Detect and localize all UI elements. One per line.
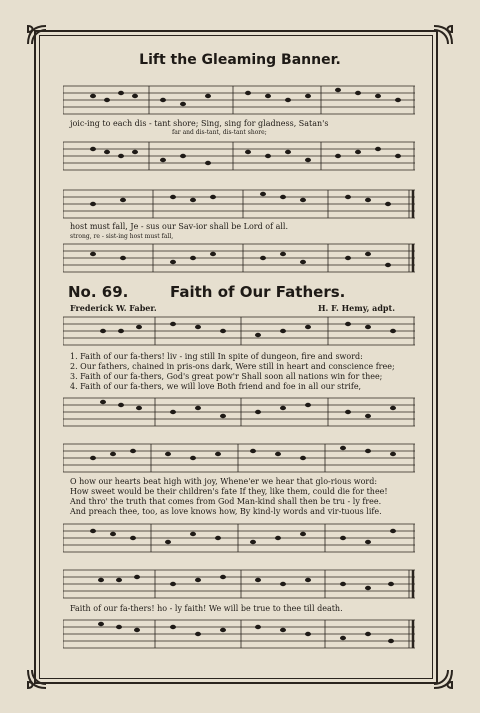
lyric-line: host must fall, Je - sus our Sav-ior shall be Lord of all. <box>70 222 289 231</box>
lyric-alternate: far and dis-tant, dis-tant shore; <box>172 129 267 136</box>
music-staff-treble <box>63 566 415 602</box>
verse-line: 1. Faith of our fa-thers! liv - ing still In spite of dungeon, fire and sword: <box>70 352 363 361</box>
refrain-line: Faith of our fa-thers! ho - ly faith! We will be true to thee till death. <box>70 604 343 613</box>
verse-line: How sweet would be their children's fate If they, like them, could die for thee! <box>70 487 388 496</box>
author-credit: Frederick W. Faber. <box>70 303 157 313</box>
verse-line: And preach thee, too, as love knows how, By kind-ly words and vir-tuous life. <box>70 507 382 516</box>
corner-ornament-icon <box>430 22 456 48</box>
verse-line: O how our hearts beat high with joy, Whene'er we hear that glo-rious word: <box>70 477 378 486</box>
music-staff-treble <box>63 82 415 118</box>
music-staff-bass <box>63 240 415 276</box>
music-staff-treble <box>63 313 415 349</box>
verse-block <box>70 352 410 392</box>
corner-ornament-icon <box>430 666 456 692</box>
corner-ornament-icon <box>24 666 50 692</box>
verse-line: 2. Our fathers, chained in pris-ons dark, Were still in heart and conscience free; <box>70 362 395 371</box>
hymn-title: Lift the Gleaming Banner. <box>139 52 341 68</box>
verse-line: And thro' the truth that comes from God Man-kind shall then be tru - ly free. <box>70 497 382 506</box>
music-staff-bass <box>63 616 415 652</box>
music-staff-bass <box>63 394 415 430</box>
music-staff-treble <box>63 440 415 476</box>
lyric-alternate: strong, re - sist-ing host must fall, <box>70 233 174 240</box>
music-staff-bass <box>63 520 415 556</box>
hymn-title: Faith of Our Fathers. <box>170 283 346 301</box>
lyric-line: joic-ing to each dis - tant shore; Sing, sing for gladness, Satan's <box>70 119 329 128</box>
hymn-number: No. 69. <box>68 283 129 301</box>
verse-line: 3. Faith of our fa-thers, God's great pow'r Shall soon all nations win for thee; <box>70 372 383 381</box>
corner-ornament-icon <box>24 22 50 48</box>
verse-block <box>70 477 410 517</box>
composer-credit: H. F. Hemy, adpt. <box>318 303 395 313</box>
music-staff-bass <box>63 138 415 174</box>
verse-line: 4. Faith of our fa-thers, we will love Both friend and foe in all our strife, <box>70 382 362 391</box>
music-staff-treble <box>63 186 415 222</box>
